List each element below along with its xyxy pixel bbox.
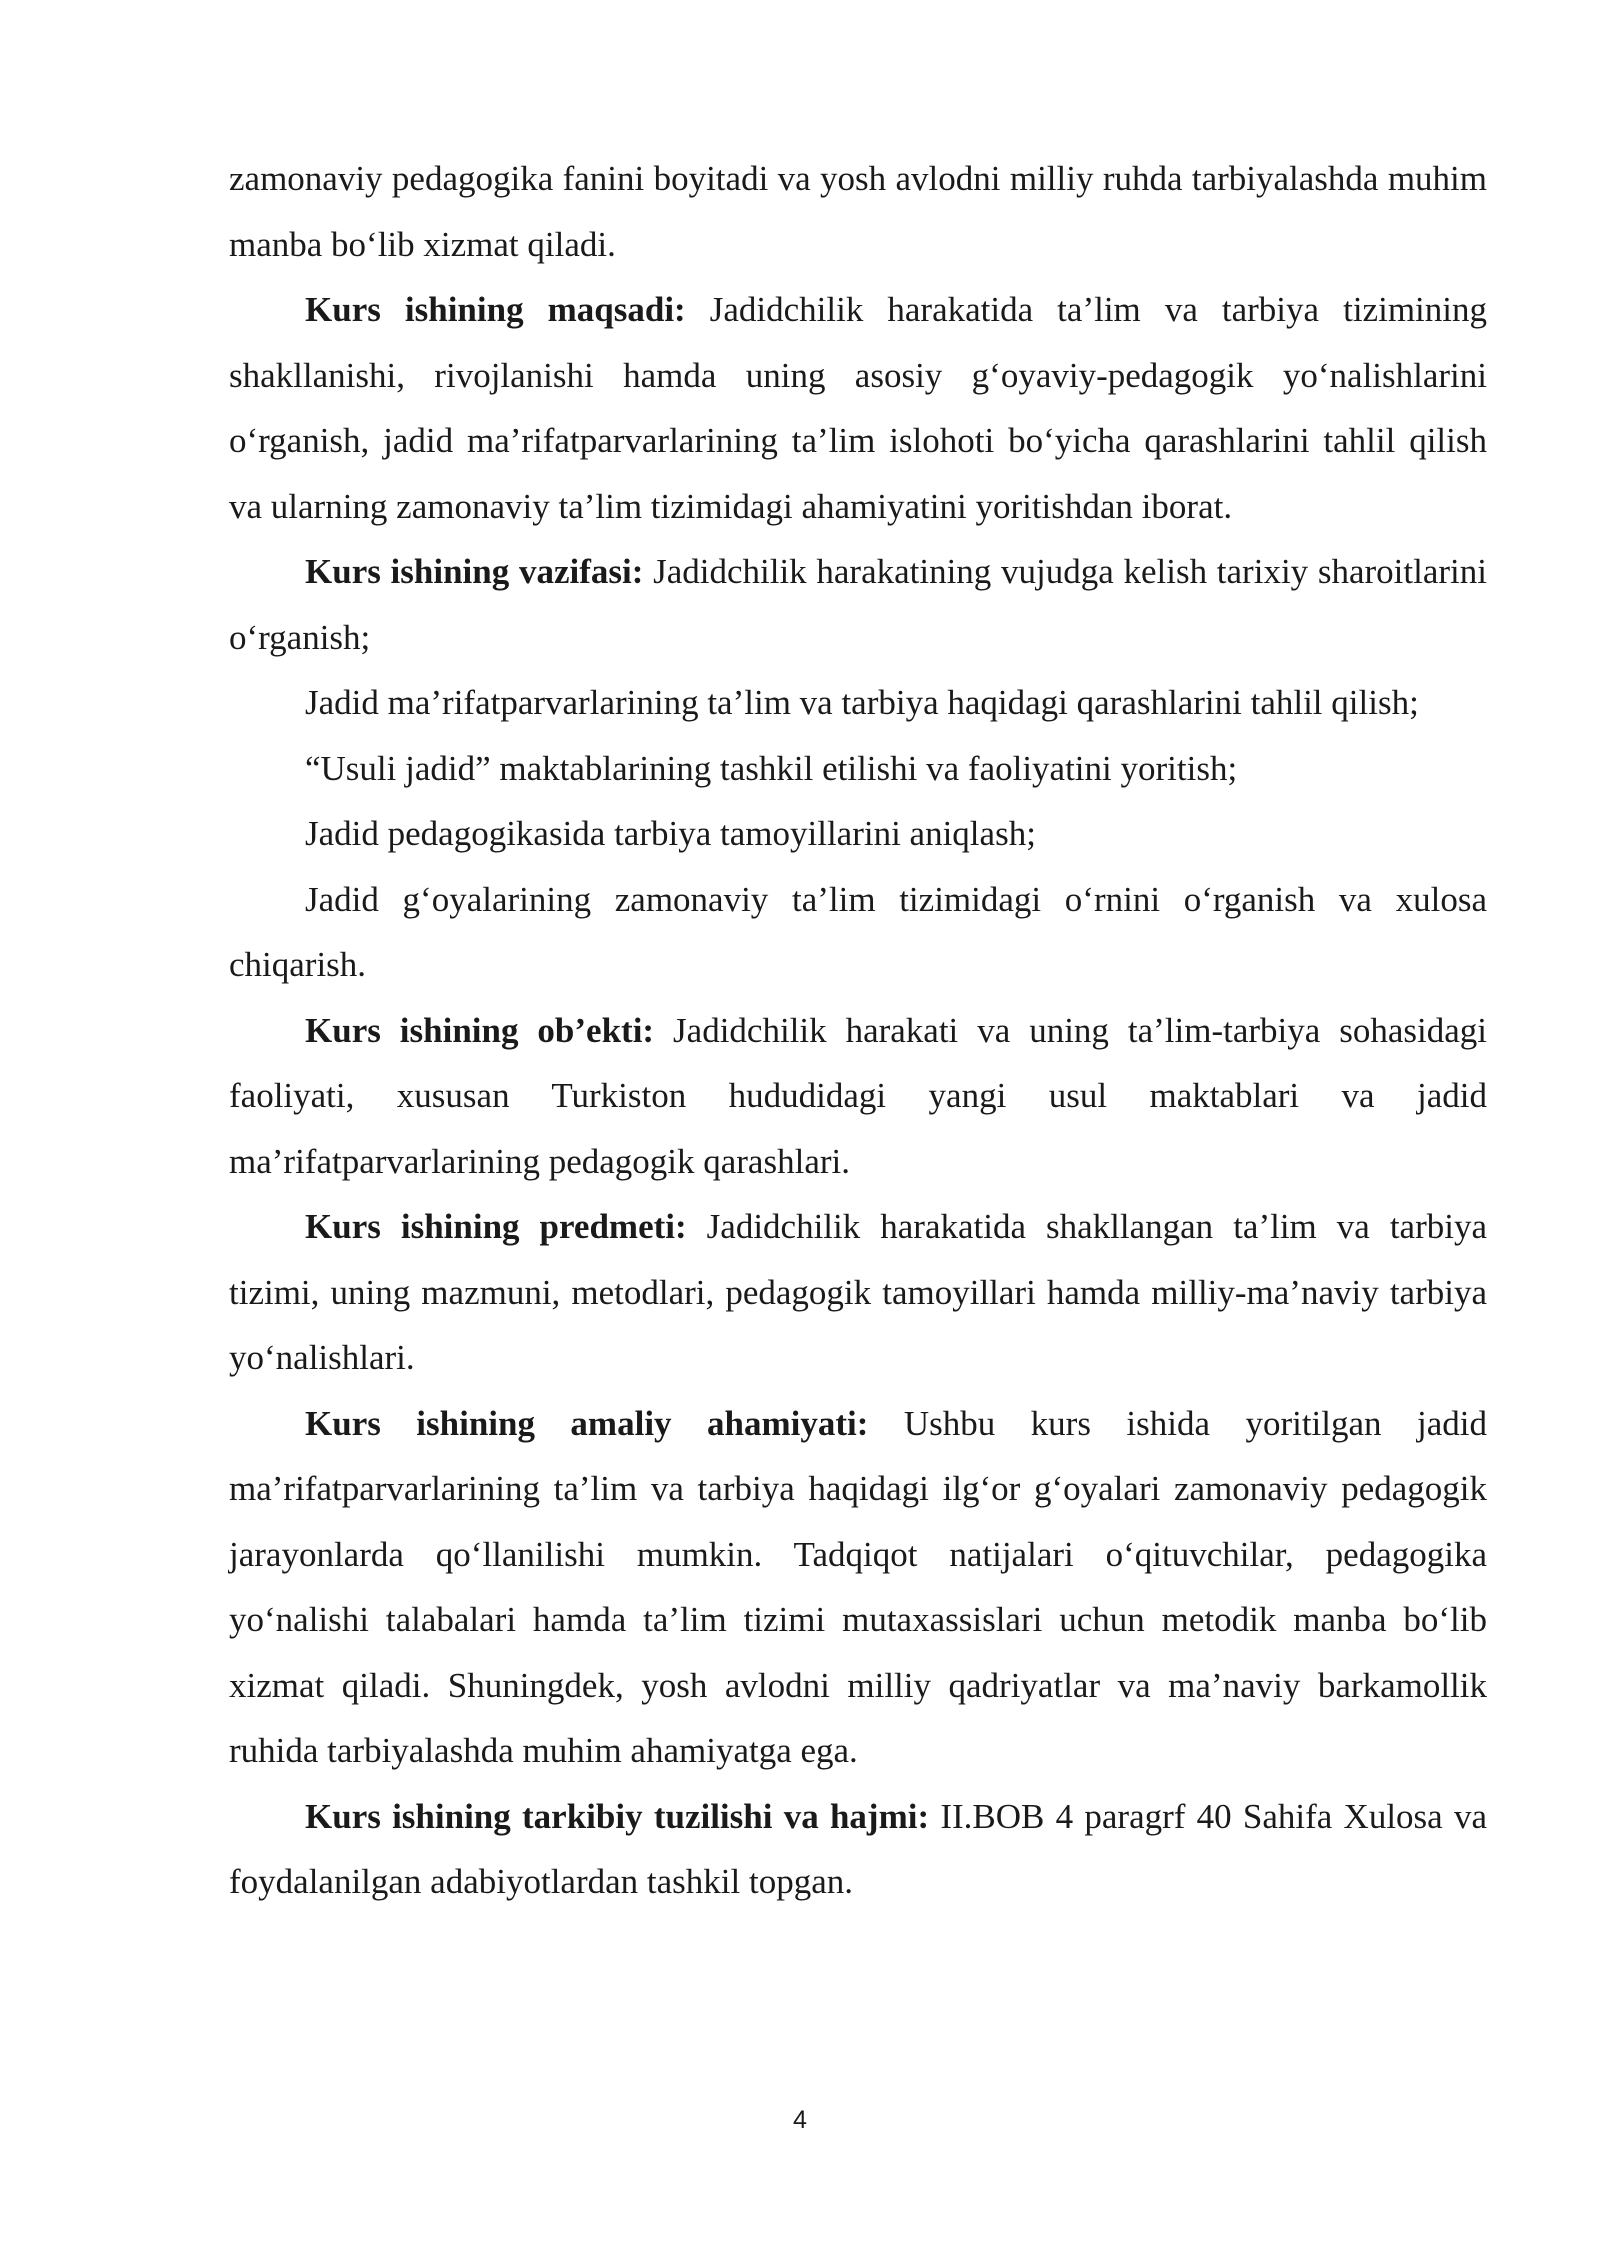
paragraph-practical-significance bbox=[229, 1391, 1487, 1784]
paragraph-text: Jadidchilik harakati va uning ta’lim-tarbiya sohasidagi faoliyati, xususan Turkiston hududidagi yangi usul maktablari va jadid ma’rifatparvarlarining pedagogik qarashlari. bbox=[229, 1010, 1487, 1181]
paragraph-text: Jadid g‘oyalarining zamonaviy ta’lim tizimidagi o‘rnini o‘rganish va xulosa chiqarish. bbox=[229, 879, 1487, 984]
paragraph-text: Ushbu kurs ishida yoritilgan jadid ma’rifatparvarlarining ta’lim va tarbiya haqidagi ilg‘or g‘oyalari zamonaviy pedagogik jarayonlarda qo‘llanilishi mumkin. Tadqiqot natijalari o‘qituvchilar, pedagogika yo‘nalishi talabalari hamda ta’lim tizimi mutaxassislari uchun metodik manba bo‘lib xizmat qiladi. Shuningdek, yosh avlodni milliy qadriyatlar va ma’naviy barkamollik ruhida tarbiyalashda muhim ahamiyatga ega. bbox=[229, 1403, 1487, 1770]
paragraph-text: “Usuli jadid” maktablarining tashkil etilishi va faoliyatini yoritish; bbox=[305, 748, 1238, 788]
paragraph-task bbox=[229, 539, 1487, 670]
paragraph-lead: Kurs ishining amaliy ahamiyati: bbox=[305, 1403, 869, 1443]
paragraph-lead: Kurs ishining vazifasi: bbox=[305, 552, 644, 591]
paragraph-text: Jadidchilik harakatida shakllangan ta’lim va tarbiya tizimi, uning mazmuni, metodlari, pedagogik tamoyillari hamda milliy-ma’naviy tarbiya yo‘nalishlari. bbox=[229, 1207, 1487, 1377]
paragraph-lead: Kurs ishining ob’ekti: bbox=[305, 1010, 655, 1050]
paragraph-text: Jadidchilik harakatining vujudga kelish tarixiy sharoitlarini o‘rganish; bbox=[229, 552, 1487, 657]
paragraph-subject bbox=[229, 1194, 1487, 1391]
paragraph-text: II.BOB 4 paragrf 40 Sahifa Xulosa va foydalanilgan adabiyotlardan tashkil topgan. bbox=[229, 1796, 1487, 1901]
paragraph-text: Jadid pedagogikasida tarbiya tamoyillarini aniqlash; bbox=[305, 814, 1036, 853]
paragraph-task-item bbox=[229, 867, 1487, 998]
paragraph-text: Jadidchilik harakatida ta’lim va tarbiya tizimining shakllanishi, rivojlanishi hamda uning asosiy g‘oyaviy-pedagogik yo‘nalishlarini o‘rganish, jadid ma’rifatparvarlarining ta’lim islohoti bo‘yicha qarashlarini tahlil qilish va ularning zamonaviy ta’lim tizimidagi ahamiyatini yoritishdan iborat. bbox=[229, 290, 1487, 526]
paragraph-text: zamonaviy pedagogika fanini boyitadi va yosh avlodni milliy ruhda tarbiyalashda muhim manba bo‘lib xizmat qiladi. bbox=[229, 159, 1487, 264]
paragraph-task-item bbox=[229, 670, 1487, 736]
paragraph-lead: Kurs ishining maqsadi: bbox=[305, 290, 686, 329]
paragraph-structure bbox=[229, 1784, 1487, 1915]
paragraph-object bbox=[229, 998, 1487, 1195]
paragraph-task-item bbox=[229, 736, 1487, 802]
paragraph-lead: Kurs ishining predmeti: bbox=[305, 1207, 687, 1246]
paragraph-intro-continuation bbox=[229, 146, 1487, 277]
page-number: 4 bbox=[793, 2106, 807, 2134]
paragraph-lead: Kurs ishining tarkibiy tuzilishi va hajmi: bbox=[305, 1796, 930, 1836]
paragraph-task-item bbox=[229, 801, 1487, 867]
paragraph-text: Jadid ma’rifatparvarlarining ta’lim va tarbiya haqidagi qarashlarini tahlil qilish; bbox=[305, 683, 1419, 722]
paragraph-goal bbox=[229, 277, 1487, 539]
document-body bbox=[229, 146, 1487, 1915]
